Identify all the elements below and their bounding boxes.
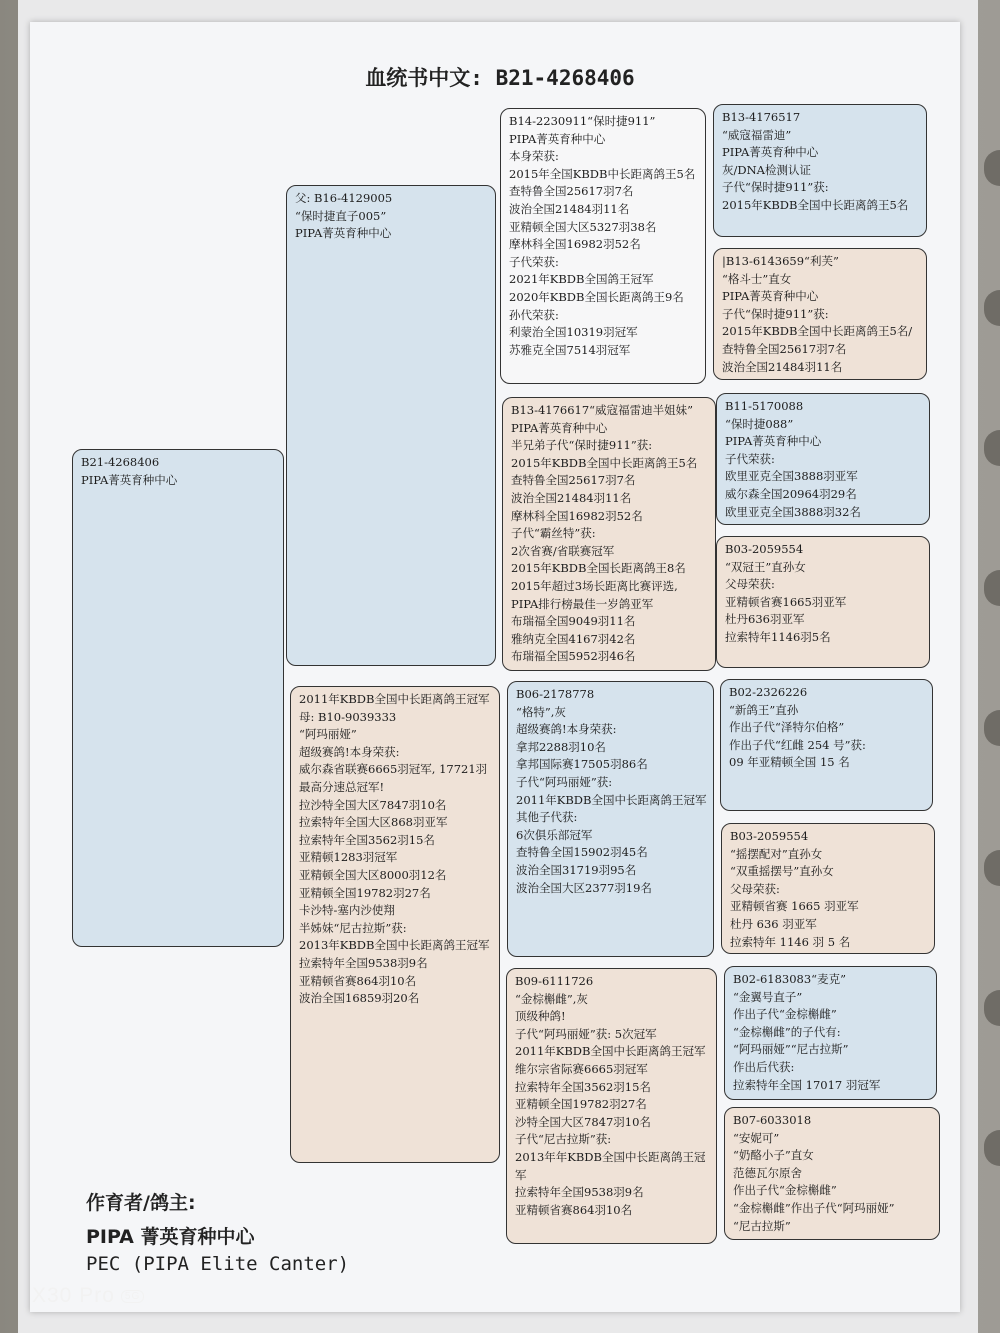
pedigree-line: 布瑞福全国9049羽11名 bbox=[511, 614, 636, 629]
pedigree-line: “奶酪小子”直女 bbox=[733, 1148, 814, 1163]
pedigree-line: |B13-6143659“利芙” bbox=[722, 254, 839, 268]
pedigree-line: 波治全国21484羽11名 bbox=[511, 490, 632, 505]
pedigree-line: 2015年KBDB全国中长距离鸽王5名 bbox=[511, 455, 698, 470]
father-box bbox=[286, 185, 496, 666]
pedigree-line: 欧里亚克全国3888羽32名 bbox=[725, 504, 861, 519]
pedigree-line: PIPA菁英育种中心 bbox=[509, 131, 606, 146]
pedigree-line: 波治全国21484羽11名 bbox=[509, 201, 630, 216]
pedigree-line: 亚精顿全国大区8000羽12名 bbox=[299, 867, 447, 882]
pedigree-line: B13-4176617“威寇福雷迪半姐妹” bbox=[511, 403, 693, 417]
pedigree-line: 拉索特年 1146 羽 5 名 bbox=[730, 934, 851, 949]
pedigree-line: 欧里亚克全国3888羽亚军 bbox=[725, 469, 858, 484]
great-granddam-2-box bbox=[716, 536, 930, 668]
pedigree-line: 子代“保时捷911”获: bbox=[722, 306, 829, 321]
pedigree-line: 超级赛鸽!本身荣获: bbox=[516, 722, 617, 737]
pedigree-line: 作出子代“金棕槲雌” bbox=[733, 1007, 837, 1022]
pedigree-line: 杜丹636羽亚军 bbox=[725, 612, 805, 627]
pedigree-line: 亚精顿全国19782羽27名 bbox=[515, 1097, 647, 1112]
page-title: 血统书中文: B21-4268406 bbox=[365, 66, 635, 90]
pedigree-line: 09 年亚精顿全国 15 名 bbox=[729, 755, 850, 770]
mother-box bbox=[290, 686, 500, 1163]
pedigree-line: 亚精顿全国19782羽27名 bbox=[299, 885, 431, 900]
pedigree-line: “摇摆配对”直孙女 bbox=[730, 846, 823, 861]
pedigree-line: 子代“阿玛丽娅”获: bbox=[516, 774, 613, 789]
pedigree-line: PIPA菁英育种中心 bbox=[722, 145, 819, 160]
great-granddam-4-box bbox=[724, 1107, 940, 1240]
pedigree-line: 拉索特年全国9538羽9名 bbox=[515, 1185, 644, 1200]
pedigree-line: 拉沙特全国大区7847羽10名 bbox=[299, 797, 447, 812]
pedigree-line: 作出后代获: bbox=[733, 1059, 795, 1074]
pedigree-line: B03-2059554 bbox=[730, 829, 809, 843]
maternal-grandsire-box bbox=[507, 681, 714, 957]
pedigree-line: B14-2230911“保时捷911” bbox=[509, 114, 656, 128]
pedigree-line: 2013年KBDB全国中长距离鸽王冠军 bbox=[299, 938, 490, 953]
pedigree-line: 2020年KBDB全国长距离鸽王9名 bbox=[509, 289, 684, 304]
paternal-grandsire-box bbox=[500, 108, 706, 384]
pedigree-line: “格斗士”直女 bbox=[722, 271, 792, 286]
pedigree-line: B09-6111726 bbox=[515, 974, 594, 988]
pedigree-line: 波治全国31719羽95名 bbox=[516, 862, 637, 877]
pedigree-line: “金棕槲雌”作出子代“阿玛丽娅” bbox=[733, 1200, 895, 1215]
pedigree-line: 2011年KBDB全国中长距离鸽王冠军 bbox=[515, 1044, 706, 1059]
network-badge: 5G bbox=[121, 1290, 144, 1303]
pedigree-line: 亚精顿省赛 1665 羽亚军 bbox=[730, 899, 859, 914]
pedigree-line: 拿邦2288羽10名 bbox=[516, 739, 606, 754]
pedigree-line: PIPA菁英育种中心 bbox=[295, 226, 392, 241]
pedigree-line: “安妮可” bbox=[733, 1130, 780, 1145]
pedigree-line: 子代荣获: bbox=[725, 451, 775, 466]
breeder-name: PIPA 菁英育种中心 bbox=[86, 1226, 255, 1248]
pedigree-line: “双冠王”直孙女 bbox=[725, 559, 806, 574]
great-grandsire-4-box bbox=[724, 966, 937, 1100]
subject-box bbox=[72, 449, 284, 947]
pedigree-line: 波治全国16859羽20名 bbox=[299, 991, 420, 1006]
pedigree-line: 威尔森全国20964羽29名 bbox=[725, 486, 857, 501]
pedigree-line: 拉索特年全国3562羽15名 bbox=[299, 832, 435, 847]
pedigree-line: 作出子代“金棕槲雌” bbox=[733, 1183, 837, 1198]
pedigree-line: 2015年KBDB全国长距离鸽王8名 bbox=[511, 561, 686, 576]
pedigree-line: 半兄弟子代“保时捷911”获: bbox=[511, 438, 653, 453]
pedigree-line: 拉索特年全国9538羽9名 bbox=[299, 955, 428, 970]
pedigree-line: 摩林科全国16982羽52名 bbox=[511, 508, 643, 523]
pedigree-line: B03-2059554 bbox=[725, 542, 804, 556]
pedigree-line: 查特鲁全国15902羽45名 bbox=[516, 845, 648, 860]
pedigree-line: B06-2178778 bbox=[516, 687, 595, 701]
pedigree-line: 维尔宗省际赛6665羽冠军 bbox=[515, 1061, 648, 1076]
pedigree-line: “金翼号直子” bbox=[733, 989, 803, 1004]
pedigree-line: 利蒙治全国10319羽冠军 bbox=[509, 325, 638, 340]
pedigree-line: 子代“霸丝特”获: bbox=[511, 526, 596, 541]
pedigree-line: 作出子代“红雌 254 号”获: bbox=[729, 737, 866, 752]
pedigree-line: PIPA菁英育种中心 bbox=[511, 420, 608, 435]
pedigree-line: 范德瓦尔原舍 bbox=[733, 1165, 802, 1180]
great-grandsire-2-box bbox=[716, 393, 930, 525]
pedigree-line: 2015年KBDB全国中长距离鸽王5名/查特鲁全国25617羽7名 bbox=[722, 324, 913, 356]
pedigree-line: “格特”,灰 bbox=[516, 704, 566, 719]
great-granddam-1-box bbox=[713, 248, 927, 380]
pedigree-line: PIPA排行榜最佳一岁鸽亚军 bbox=[511, 596, 654, 611]
pedigree-line: 超级赛鸽!本身荣获: bbox=[299, 744, 400, 759]
pedigree-line: 波治全国21484羽11名 bbox=[722, 359, 843, 374]
pedigree-line: 2015年超过3场长距离比赛评选, bbox=[511, 578, 678, 593]
great-grandsire-3-box bbox=[720, 679, 933, 811]
pedigree-line: B02-2326226 bbox=[729, 685, 808, 699]
pedigree-line: 孙代荣获: bbox=[509, 307, 559, 322]
pedigree-line: B21-4268406 bbox=[81, 455, 160, 469]
pedigree-line: 其他子代获: bbox=[516, 810, 578, 825]
pedigree-line: B11-5170088 bbox=[725, 399, 804, 413]
pedigree-line: 波治全国大区2377羽19名 bbox=[516, 880, 652, 895]
pedigree-line: B07-6033018 bbox=[733, 1113, 812, 1127]
pedigree-line: 2011年KBDB全国中长距离鸽王冠军 bbox=[299, 692, 490, 706]
pedigree-line: 2次省赛/省联赛冠军 bbox=[511, 543, 615, 558]
pedigree-line: 拉索特年全国3562羽15名 bbox=[515, 1079, 651, 1094]
pedigree-line: 2013年年KBDB全国中长距离鸽王冠军 bbox=[515, 1149, 706, 1182]
pedigree-line: “金棕槲雌”,灰 bbox=[515, 991, 588, 1006]
pedigree-line: 本身荣获: bbox=[509, 149, 559, 164]
pedigree-line: 2015年KBDB全国中长距离鸽王5名 bbox=[722, 197, 909, 212]
pedigree-line: 拉索特年全国 17017 羽冠军 bbox=[733, 1077, 881, 1092]
pedigree-line: 父母荣获: bbox=[725, 577, 775, 592]
pedigree-line: 子代“阿玛丽娅”获: 5次冠军 bbox=[515, 1026, 657, 1041]
pedigree-line: 查特鲁全国25617羽7名 bbox=[511, 473, 636, 488]
pedigree-line: 顶级种鸽! bbox=[515, 1009, 566, 1024]
pedigree-line: 2015年全国KBDB中长距离鸽王5名 bbox=[509, 166, 696, 181]
pedigree-line: 灰/DNA检测认证 bbox=[722, 162, 811, 177]
breeder-label: 作育者/鸽主: bbox=[86, 1192, 196, 1214]
breeder-english-name: PEC (PIPA Elite Canter) bbox=[86, 1253, 350, 1275]
pedigree-line: “保时捷直子005” bbox=[295, 208, 387, 223]
pedigree-line: 拉索特年全国大区868羽亚军 bbox=[299, 815, 448, 830]
pedigree-line: 杜丹 636 羽亚军 bbox=[730, 916, 817, 931]
pedigree-line: 父母荣获: bbox=[730, 881, 780, 896]
pedigree-line: 亚精顿1283羽冠军 bbox=[299, 850, 398, 865]
pedigree-line: 子代荣获: bbox=[509, 254, 559, 269]
camera-watermark bbox=[32, 1284, 144, 1308]
pedigree-line: “新鸽王”直孙 bbox=[729, 702, 799, 717]
pedigree-line: “保时捷088” bbox=[725, 416, 794, 431]
pedigree-line: 2011年KBDB全国中长距离鸽王冠军 bbox=[516, 792, 707, 807]
pedigree-line: 查特鲁全国25617羽7名 bbox=[509, 184, 634, 199]
pedigree-line: PIPA菁英育种中心 bbox=[725, 434, 822, 449]
pedigree-line: “阿玛丽娅” bbox=[299, 727, 357, 742]
pedigree-line: 半姊妹“尼古拉斯”获: bbox=[299, 920, 407, 935]
great-granddam-3-box bbox=[721, 823, 935, 954]
pedigree-line: 父: B16-4129005 bbox=[295, 191, 393, 205]
pedigree-line: 威尔森省联赛6665羽冠军, 17721羽最高分速总冠军! bbox=[299, 762, 488, 794]
pedigree-line: 拉索特年1146羽5名 bbox=[725, 629, 831, 644]
pedigree-line: 作出子代“泽特尔伯格” bbox=[729, 720, 845, 735]
pedigree-line: 布瑞福全国5952羽46名 bbox=[511, 649, 636, 664]
maternal-granddam-box bbox=[506, 968, 717, 1244]
pedigree-line: 亚精顿全国大区5327羽38名 bbox=[509, 219, 657, 234]
pedigree-line: 子代“尼古拉斯”获: bbox=[515, 1132, 612, 1147]
pedigree-line: 2021年KBDB全国鸽王冠军 bbox=[509, 272, 654, 287]
pedigree-line: B13-4176517 bbox=[722, 110, 801, 124]
pedigree-line: 亚精顿省赛864羽10名 bbox=[299, 973, 417, 988]
pedigree-line: 亚精顿省赛1665羽亚军 bbox=[725, 594, 847, 609]
pedigree-line: 子代“保时捷911”获: bbox=[722, 180, 829, 195]
pedigree-line: 卡沙特-塞内沙使翔 bbox=[299, 903, 395, 918]
pedigree-line: “威寇福雷迪” bbox=[722, 127, 792, 142]
pedigree-line: 摩林科全国16982羽52名 bbox=[509, 237, 641, 252]
pedigree-line: B02-6183083“麦克” bbox=[733, 972, 846, 986]
great-grandsire-1-box bbox=[713, 104, 927, 237]
pedigree-line: 苏雅克全国7514羽冠军 bbox=[509, 342, 631, 357]
pedigree-line: 雅纳克全国4167羽42名 bbox=[511, 631, 636, 646]
pedigree-line: “双重摇摆号”直孙女 bbox=[730, 864, 834, 879]
pedigree-line: 拿邦国际赛17505羽86名 bbox=[516, 757, 648, 772]
pedigree-line: “尼古拉斯” bbox=[733, 1218, 791, 1233]
pedigree-line: 6次俱乐部冠军 bbox=[516, 827, 593, 842]
pedigree-line: PIPA菁英育种中心 bbox=[722, 289, 819, 304]
pedigree-line: 沙特全国大区7847羽10名 bbox=[515, 1114, 651, 1129]
pedigree-line: “阿玛丽娅”“尼古拉斯” bbox=[733, 1042, 849, 1057]
camera-model: X30 Pro bbox=[32, 1284, 115, 1307]
pedigree-line: PIPA菁英育种中心 bbox=[81, 472, 178, 487]
pedigree-line: 亚精顿省赛864羽10名 bbox=[515, 1202, 633, 1217]
pedigree-line: 母: B10-9039333 bbox=[299, 709, 397, 724]
pedigree-line: “金棕槲雌”的子代有: bbox=[733, 1024, 841, 1039]
paternal-granddam-box bbox=[502, 397, 716, 671]
